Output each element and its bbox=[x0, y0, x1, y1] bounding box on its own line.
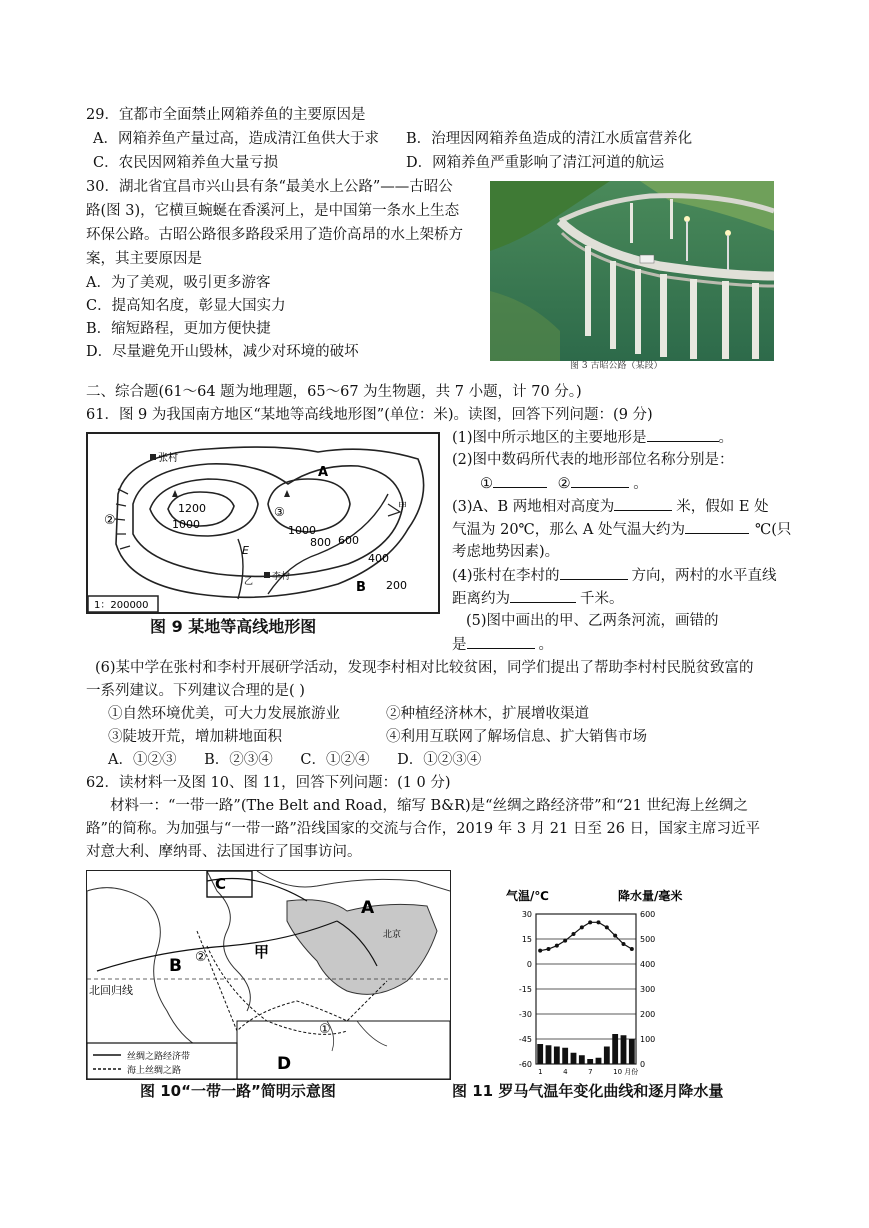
q61-s5-line2: 是 。 bbox=[452, 634, 553, 655]
precipitation-bar bbox=[604, 1047, 610, 1065]
precipitation-bar bbox=[629, 1039, 635, 1064]
q29-option-b: B．治理因网箱养鱼造成的清江水质富营养化 bbox=[406, 131, 693, 147]
map-label-e: E bbox=[242, 544, 249, 557]
q61-s4-line2: 距离约为 千米。 bbox=[452, 588, 624, 609]
q61-s5-line1: (5)图中画出的甲、乙两条河流，画错的 bbox=[466, 613, 719, 629]
temperature-point bbox=[588, 920, 592, 924]
map10-beijing: 北京 bbox=[383, 930, 402, 940]
map-contour-1000b: 1000 bbox=[288, 524, 316, 537]
q61-s3-line1: (3)A、B 两地相对高度为 米，假如 E 处 bbox=[452, 496, 769, 517]
fig9-caption: 图 9 某地等高线地形图 bbox=[150, 617, 317, 636]
chart-left-tick-label: 0 bbox=[526, 960, 532, 969]
map-scale: 1：200000 bbox=[94, 600, 149, 611]
q30-line4: 案，其主要原因是 bbox=[86, 251, 202, 267]
map-label-a: A bbox=[318, 465, 329, 480]
temperature-point bbox=[572, 932, 576, 936]
map-contour-600: 600 bbox=[338, 534, 359, 547]
chart-x-tick-label: 10 月份 bbox=[613, 1068, 639, 1076]
q30-line3: 环保公路。古昭公路很多路段采用了造价高昂的水上架桥方 bbox=[86, 227, 463, 243]
q61-opt4: ④利用互联网了解场信息、扩大销售市场 bbox=[386, 729, 647, 745]
q30-option-d: D．尽量避免开山毁林，减少对环境的破坏 bbox=[86, 344, 359, 360]
temperature-point bbox=[547, 947, 551, 951]
q61-s3-line2: 气温为 20℃，那么 A 处气温大约为 ℃(只 bbox=[452, 519, 791, 540]
q62-material-line2: 路”的简称。为加强与“一带一路”沿线国家的交流与合作，2019 年 3 月 21 日至 26 日，国家主席习近平 bbox=[86, 821, 761, 837]
q30-line1: 30．湖北省宜昌市兴山县有条“最美水上公路”——古昭公 bbox=[86, 179, 453, 195]
temperature-point bbox=[597, 920, 601, 924]
chart-left-tick-label: -60 bbox=[518, 1060, 532, 1069]
map10-num1: ① bbox=[319, 1022, 331, 1037]
map10-num2: ② bbox=[195, 950, 207, 965]
chart-left-tick-label: -30 bbox=[518, 1010, 532, 1019]
map-village-zhang: 张村 bbox=[158, 453, 178, 464]
map-contour-1000a: 1000 bbox=[172, 518, 200, 531]
q62-stem: 62．读材料一及图 10、图 11，回答下列问题：(1 0 分) bbox=[86, 775, 451, 791]
map10-label-b: B bbox=[169, 956, 182, 976]
temperature-line bbox=[540, 922, 632, 950]
precipitation-bar bbox=[571, 1053, 577, 1064]
q61-s6-line1: (6)某中学在张村和李村开展研学活动，发现李村相对比较贫困，同学们提出了帮助李村村民脱贫致富的 bbox=[95, 660, 754, 676]
map-river-jia: 甲 bbox=[398, 502, 408, 512]
q29-stem: 29．宜都市全面禁止网箱养鱼的主要原因是 bbox=[86, 107, 366, 123]
q29-option-c: C．农民因网箱养鱼大量亏损 bbox=[93, 155, 279, 171]
precipitation-bar bbox=[587, 1059, 593, 1064]
map10-label-jia: 甲 bbox=[254, 943, 270, 961]
q30-line2: 路(图 3)，它横亘蜿蜒在香溪河上，是中国第一条水上生态 bbox=[86, 203, 460, 219]
temperature-point bbox=[538, 949, 542, 953]
belt-road-map bbox=[86, 870, 451, 1080]
q61-s3-line3: 考虑地势因素)。 bbox=[452, 544, 560, 560]
temperature-point bbox=[622, 942, 626, 946]
map-num2: ② bbox=[104, 513, 116, 528]
precipitation-bar bbox=[579, 1055, 585, 1064]
q62-material-line1: 材料一：“一带一路”(The Belt and Road，缩写 B&R)是“丝绸之路经济带”和“21 世纪海上丝绸之 bbox=[110, 798, 748, 814]
temperature-point bbox=[630, 947, 634, 951]
map-label-b: B bbox=[356, 580, 366, 595]
precipitation-bar bbox=[612, 1034, 618, 1064]
map-village-li: 李村 bbox=[272, 572, 291, 582]
q61-s2-blanks: ① ② 。 bbox=[480, 473, 648, 494]
map-river-yi: 乙 bbox=[244, 577, 254, 587]
chart-left-tick-label: 30 bbox=[521, 910, 532, 919]
q30-option-b: B．缩短路程，更加方便快捷 bbox=[86, 321, 271, 337]
q29-option-d: D．网箱养鱼严重影响了清江河道的航运 bbox=[406, 155, 665, 171]
precipitation-bar bbox=[596, 1058, 602, 1064]
q61-s6-line2: 一系列建议。下列建议合理的是( ) bbox=[86, 683, 305, 699]
chart-left-tick-label: -45 bbox=[518, 1035, 532, 1044]
chart-right-tick-label: 600 bbox=[640, 910, 656, 919]
map10-label-c: C bbox=[215, 875, 227, 893]
map10-legend1: 丝绸之路经济带 bbox=[127, 1052, 191, 1062]
section2-title: 二、综合题(61～64 题为地理题，65～67 为生物题，共 7 小题，计 70 分。) bbox=[86, 384, 582, 400]
temperature-point bbox=[605, 925, 609, 929]
precipitation-bar bbox=[546, 1045, 552, 1064]
q61-opt1: ①自然环境优美，可大力发展旅游业 bbox=[108, 706, 340, 722]
temperature-point bbox=[563, 939, 567, 943]
fig11-caption: 图 11 罗马气温年变化曲线和逐月降水量 bbox=[452, 1082, 724, 1100]
precipitation-bar bbox=[621, 1035, 627, 1064]
chart-x-tick-label: 1 bbox=[538, 1068, 543, 1076]
temperature-point bbox=[555, 944, 559, 948]
road-photo bbox=[490, 181, 774, 361]
chart-x-tick-label: 4 bbox=[563, 1068, 568, 1076]
q61-s1: (1)图中所示地区的主要地形是 。 bbox=[452, 427, 733, 448]
map-contour-1200: 1200 bbox=[178, 502, 206, 515]
chart-x-tick-label: 7 bbox=[588, 1068, 593, 1076]
precipitation-bar bbox=[537, 1044, 543, 1064]
map10-label-a: A bbox=[361, 898, 375, 918]
chart11-ylabel-right: 降水量/毫米 bbox=[618, 889, 683, 903]
map-contour-800: 800 bbox=[310, 536, 331, 549]
chart-right-tick-label: 500 bbox=[640, 935, 656, 944]
climate-chart bbox=[496, 884, 716, 1080]
q61-choices: A．①②③ B．②③④ C．①②④ D．①②③④ bbox=[108, 752, 482, 768]
chart-right-tick-label: 300 bbox=[640, 985, 656, 994]
temperature-point bbox=[613, 934, 617, 938]
chart-right-tick-label: 100 bbox=[640, 1035, 656, 1044]
temperature-point bbox=[580, 925, 584, 929]
q61-opt2: ②种植经济林木，扩展增收渠道 bbox=[386, 706, 589, 722]
map-num3: ③ bbox=[274, 505, 285, 519]
map-contour-400: 400 bbox=[368, 552, 389, 565]
q61-stem: 61．图 9 为我国南方地区“某地等高线地形图”(单位：米)。读图，回答下列问题：(9 分) bbox=[86, 407, 653, 423]
q30-option-a: A．为了美观，吸引更多游客 bbox=[86, 275, 271, 291]
q29-option-a: A．网箱养鱼产量过高，造成清江鱼供大于求 bbox=[93, 131, 379, 147]
chart-right-tick-label: 200 bbox=[640, 1010, 656, 1019]
q61-opt3: ③陡坡开荒，增加耕地面积 bbox=[108, 729, 282, 745]
chart-left-tick-label: -15 bbox=[518, 985, 532, 994]
photo-caption: 图 3 古昭公路（某段） bbox=[570, 361, 663, 371]
q61-s2: (2)图中数码所代表的地形部位名称分别是： bbox=[452, 452, 734, 468]
map10-tropic: 北回归线 bbox=[89, 984, 133, 997]
chart-right-tick-label: 400 bbox=[640, 960, 656, 969]
map-contour-200: 200 bbox=[386, 579, 407, 592]
chart-left-tick-label: 15 bbox=[521, 935, 532, 944]
precipitation-bar bbox=[562, 1048, 568, 1064]
chart-right-tick-label: 0 bbox=[640, 1060, 646, 1069]
q30-option-c: C．提高知名度，彰显大国实力 bbox=[86, 298, 286, 314]
map10-label-d: D bbox=[277, 1054, 292, 1074]
fig10-caption: 图 10“一带一路”简明示意图 bbox=[140, 1082, 336, 1100]
chart11-ylabel-left: 气温/℃ bbox=[506, 889, 549, 903]
q62-material-line3: 对意大利、摩纳哥、法国进行了国事访问。 bbox=[86, 844, 362, 860]
q61-s4-line1: (4)张村在李村的 方向，两村的水平直线 bbox=[452, 565, 777, 586]
map10-legend2: 海上丝绸之路 bbox=[127, 1066, 182, 1076]
precipitation-bar bbox=[554, 1047, 560, 1065]
contour-map bbox=[86, 432, 440, 614]
